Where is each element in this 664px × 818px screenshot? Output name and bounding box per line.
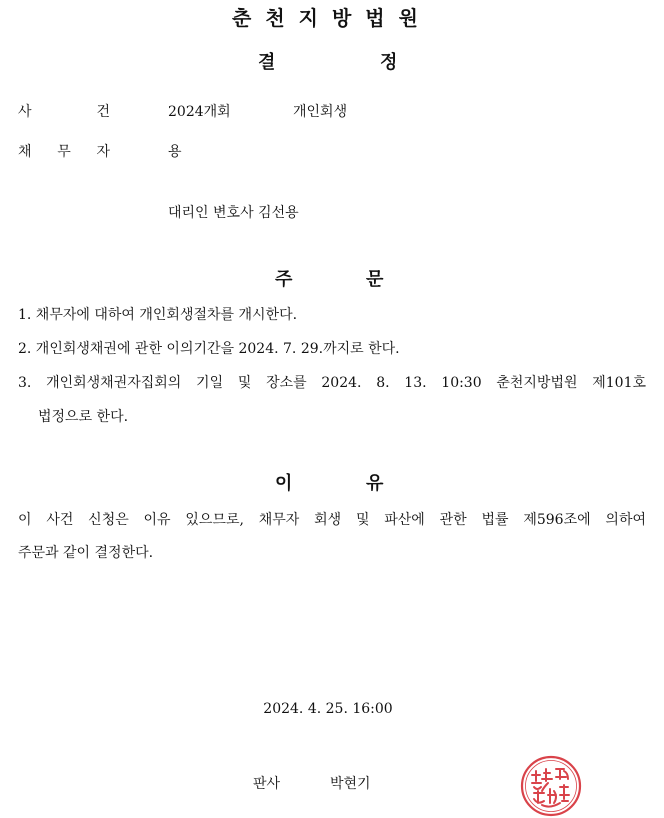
order-heading-part2: 문 (366, 269, 384, 290)
order-item-1: 1. 채무자에 대하여 개인회생절차를 개시한다. (18, 307, 298, 323)
reason-line-1: 이 사건 신청은 이유 있으므로, 채무자 회생 및 파산에 관한 법률 제596조에 의하여 (18, 512, 646, 528)
order-heading-part1: 주 (275, 269, 293, 290)
order-item-2: 2. 개인회생채권에 관한 이의기간을 2024. 7. 29.까지로 한다. (18, 341, 400, 357)
case-label: 사 건 (18, 104, 110, 120)
order-item-3-continuation: 법정으로 한다. (38, 409, 129, 425)
judge-name: 박현기 (330, 776, 371, 792)
debtor-label: 채 무 자 (18, 144, 110, 160)
case-number: 2024개회 (168, 104, 231, 120)
doc-type-part2: 정 (380, 52, 398, 73)
reason-line-2: 주문과 같이 결정한다. (18, 545, 154, 561)
reason-heading-part1: 이 (275, 473, 293, 494)
order-item-3: 3. 개인회생채권자집회의 기일 및 장소를 2024. 8. 13. 10:30 춘천지방법원 제101호 (18, 375, 646, 391)
court-name-title: 춘천지방법원 (232, 6, 432, 30)
doc-type-part1: 결 (258, 52, 276, 73)
court-seal-icon (520, 755, 582, 817)
debtor-name: 용 (168, 144, 182, 160)
agent-line: 대리인 변호사 김선용 (168, 205, 299, 221)
judge-title: 판사 (253, 776, 281, 792)
reason-heading-part2: 유 (366, 473, 384, 494)
case-type: 개인회생 (293, 104, 348, 120)
decision-date: 2024. 4. 25. 16:00 (263, 701, 393, 717)
